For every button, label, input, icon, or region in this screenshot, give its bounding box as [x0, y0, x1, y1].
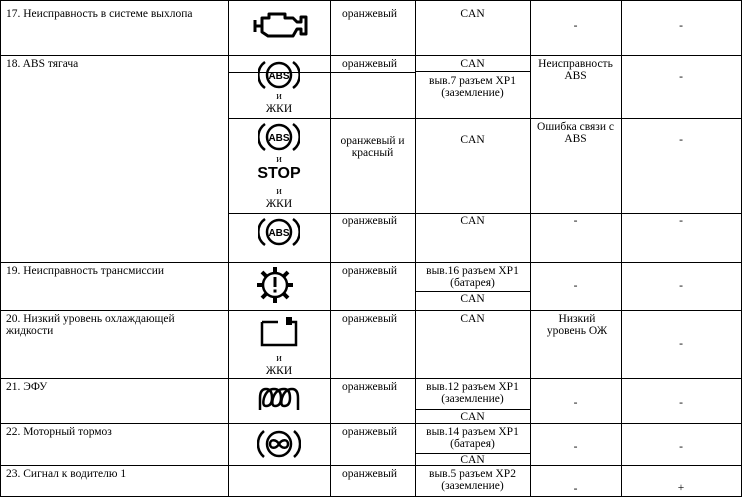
- row-17-note: -: [573, 20, 578, 32]
- row-21-signal-can: CAN: [460, 411, 485, 423]
- row-21-last: -: [679, 397, 683, 409]
- row-19-label: 19. Неисправность трансмиссии: [6, 265, 165, 277]
- row-21-label: 21. ЭФУ: [6, 381, 48, 393]
- row-22-label: 22. Моторный тормоз: [6, 426, 112, 438]
- row-17-last: -: [679, 20, 683, 32]
- row-18a-signal-pin: выв.7 разъем XP1 (заземление): [429, 75, 516, 99]
- row-18a-last: -: [679, 71, 683, 83]
- row-20-signal: CAN: [460, 313, 485, 325]
- row-18c-note: -: [573, 215, 578, 227]
- svg-text:ABS: ABS: [268, 228, 290, 239]
- row-18a-note: Неисправность ABS: [538, 58, 613, 82]
- row-18a-signal-can: CAN: [460, 58, 485, 70]
- row-21-note: -: [573, 397, 578, 409]
- row-18a-icon-and: и: [276, 91, 282, 102]
- row-19-last: -: [679, 280, 683, 292]
- abs-icon: [258, 215, 300, 249]
- row-18c-signal: CAN: [460, 215, 485, 227]
- row-18a-icon-lcd: ЖКИ: [265, 103, 293, 115]
- row-23-signal: выв.5 разъем XP2 (заземление): [429, 468, 516, 492]
- row-17-color: оранжевый: [342, 8, 397, 20]
- row-23-note: -: [573, 483, 578, 495]
- row-19-signal-pin: выв.16 разъем XP1 (батарея): [426, 265, 519, 289]
- row-21-signal-pin: выв.12 разъем XP1 (заземление): [426, 381, 519, 405]
- row-20-label: 20. Низкий уровень охлаждающей жидкости: [6, 313, 175, 337]
- row-19-color: оранжевый: [342, 265, 397, 277]
- transmission-gear-icon: [255, 265, 295, 305]
- stop-icon: STOP: [257, 165, 301, 182]
- row-17-label: 17. Неисправность в системе выхлопа: [6, 8, 193, 20]
- row-22-last: -: [679, 441, 683, 453]
- row-18b-icon-and-2: и: [276, 186, 282, 197]
- row-20-last: -: [679, 338, 683, 350]
- abs-icon: [258, 58, 300, 92]
- row-18a-color: оранжевый: [342, 58, 397, 70]
- row-18-label: 18. ABS тягача: [6, 58, 79, 70]
- engine-brake-icon: [257, 426, 301, 462]
- row-18b-last: -: [679, 134, 683, 146]
- coolant-level-icon: [258, 314, 300, 348]
- row-20-color: оранжевый: [342, 313, 397, 325]
- row-18b-color: оранжевый и красный: [340, 135, 405, 159]
- row-20-icon-and: и: [276, 353, 282, 364]
- row-22-color: оранжевый: [342, 426, 397, 438]
- row-23-label: 23. Сигнал к водителю 1: [6, 468, 127, 480]
- row-20-note: Низкий уровень ОЖ: [546, 313, 608, 337]
- row-18b-note: Ошибка связи с ABS: [537, 121, 614, 145]
- row-18b-icon-and-1: и: [276, 154, 282, 165]
- row-22-note: -: [573, 441, 578, 453]
- row-20-icon-lcd: ЖКИ: [265, 365, 293, 377]
- row-22-signal-pin: выв.14 разъем XP1 (батарея): [426, 426, 519, 450]
- row-23-color: оранжевый: [342, 468, 397, 480]
- row-22-signal-can: CAN: [460, 454, 485, 466]
- row-19-note: -: [573, 280, 578, 292]
- glow-plug-icon: [257, 386, 301, 414]
- abs-icon: [258, 120, 300, 154]
- row-21-color: оранжевый: [342, 381, 397, 393]
- row-17-signal: CAN: [460, 8, 485, 20]
- svg-text:ABS: ABS: [268, 71, 290, 82]
- engine-check-icon: [250, 8, 310, 42]
- row-18c-color: оранжевый: [342, 215, 397, 227]
- row-18b-signal: CAN: [460, 134, 485, 146]
- svg-text:ABS: ABS: [268, 133, 290, 144]
- row-19-signal-can: CAN: [460, 293, 485, 305]
- row-23-last: +: [677, 482, 685, 494]
- row-18c-last: -: [679, 215, 683, 227]
- row-18b-icon-lcd: ЖКИ: [265, 198, 293, 210]
